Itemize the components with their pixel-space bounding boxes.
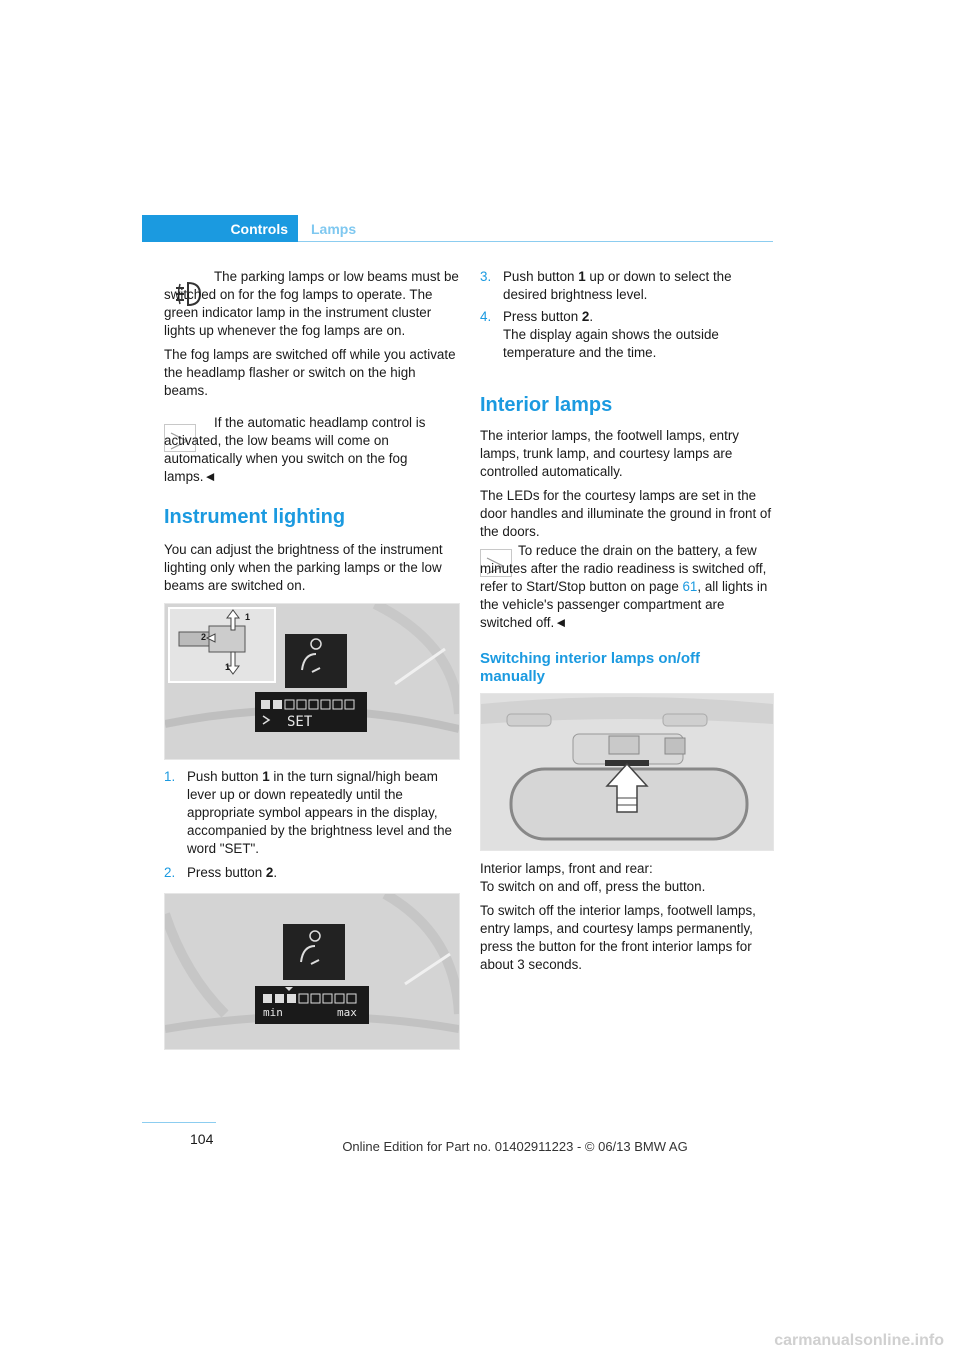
- fog-lamp-note: The parking lamps or low beams must be switched on for the fog lamps to operate. The green indicator lamp in the instrument cluster lights up whenever the fog lamps are on.: [164, 269, 459, 338]
- step-2: [164, 864, 460, 884]
- step-1-text-a: Push button: [187, 769, 263, 784]
- step-4: [480, 308, 773, 366]
- step-1-text-b: in the turn signal/high beam lever up or down repeatedly until the appropriate symbol appears in the display, accompanied by the brightness level and the word "SET".: [187, 769, 453, 856]
- end-mark: ◄: [203, 469, 217, 484]
- heading-instrument-lighting: Instrument lighting: [164, 506, 346, 528]
- interior-lamps-p3: To switch off the interior lamps, footwell lamps, entry lamps, and courtesy lamps permanently, press the button for the front interior lamps for about 3 seconds.: [480, 903, 756, 972]
- section-title: Controls: [230, 221, 288, 237]
- edition-note: Online Edition for Part no. 01402911223 - © 06/13 BMW AG: [342, 1139, 688, 1154]
- battery-note-a: To reduce the drain on the battery, a few minutes after the radio readiness is switched off, refer to Start/Stop button on page: [480, 543, 767, 594]
- step-3-text-a: Push button: [503, 269, 579, 284]
- header-divider: [298, 241, 773, 242]
- subsection-title: Lamps: [311, 221, 357, 237]
- callout-1-top: 1: [245, 612, 251, 622]
- caption-interior-lamps: Interior lamps, front and rear:: [480, 861, 653, 876]
- page-61-link[interactable]: 61: [682, 579, 698, 594]
- interior-lamps-p2: The LEDs for the courtesy lamps are set in the door handles and illuminate the ground in front of the doors.: [480, 488, 772, 539]
- step-1: [164, 768, 460, 860]
- step-4-number: 4.: [480, 309, 492, 324]
- heading-interior-lamps: Interior lamps: [480, 394, 613, 416]
- step-3-number: 3.: [480, 269, 492, 284]
- step-2-number: 2.: [164, 865, 176, 880]
- instrument-lighting-image: [164, 603, 460, 760]
- step-1-number: 1.: [164, 769, 176, 784]
- interior-lamps-p1: The interior lamps, the footwell lamps, entry lamps, trunk lamp, and courtesy lamps are controlled automatically.: [480, 428, 739, 479]
- step-1-button: 1: [262, 769, 270, 784]
- callout-2: 2: [201, 632, 207, 642]
- header-tab: [142, 215, 298, 242]
- battery-note-b: , all lights in the vehicle's passenger compartment are switched off.: [480, 579, 768, 630]
- step-3-button: 1: [578, 269, 586, 284]
- step-2-text-a: Press button: [187, 865, 266, 880]
- page-number: 104: [190, 1131, 214, 1147]
- brightness-display-image: [164, 893, 460, 1050]
- subheading-switching-lamps: Switching interior lamps on/off manually: [480, 650, 701, 685]
- display-min-label: min: [263, 1006, 283, 1019]
- step-2-text-b: .: [273, 865, 278, 880]
- display-max-label: max: [337, 1006, 357, 1019]
- site-watermark: carmanualsonline.info: [774, 1332, 944, 1349]
- step-3: [480, 268, 773, 306]
- step-3-text-b: up or down to select the desired brightness level.: [503, 269, 732, 302]
- auto-headlamp-note: If the automatic headlamp control is activated, the low beams will come on automatically when you switch on the fog lamps.: [164, 415, 426, 484]
- step-4-text-b: .: [589, 309, 594, 324]
- end-mark-right: ◄: [554, 615, 568, 630]
- callout-1-bottom: 1: [225, 662, 231, 672]
- interior-lamp-image: [480, 693, 774, 851]
- page-number-rule: [142, 1122, 216, 1123]
- instrument-intro: You can adjust the brightness of the instrument lighting only when the parking lamps or the low beams are switched on.: [164, 542, 443, 593]
- caption-switch-on-off: To switch on and off, press the button.: [480, 879, 706, 894]
- step-4-result: The display again shows the outside temperature and the time.: [503, 327, 719, 360]
- display-set-text: SET: [287, 714, 313, 730]
- step-4-button: 2: [581, 309, 590, 324]
- step-2-button: 2: [265, 865, 274, 880]
- fog-lamp-off-text: The fog lamps are switched off while you activate the headlamp flasher or switch on the high beams.: [164, 347, 456, 398]
- step-4-text-a: Press button: [503, 309, 582, 324]
